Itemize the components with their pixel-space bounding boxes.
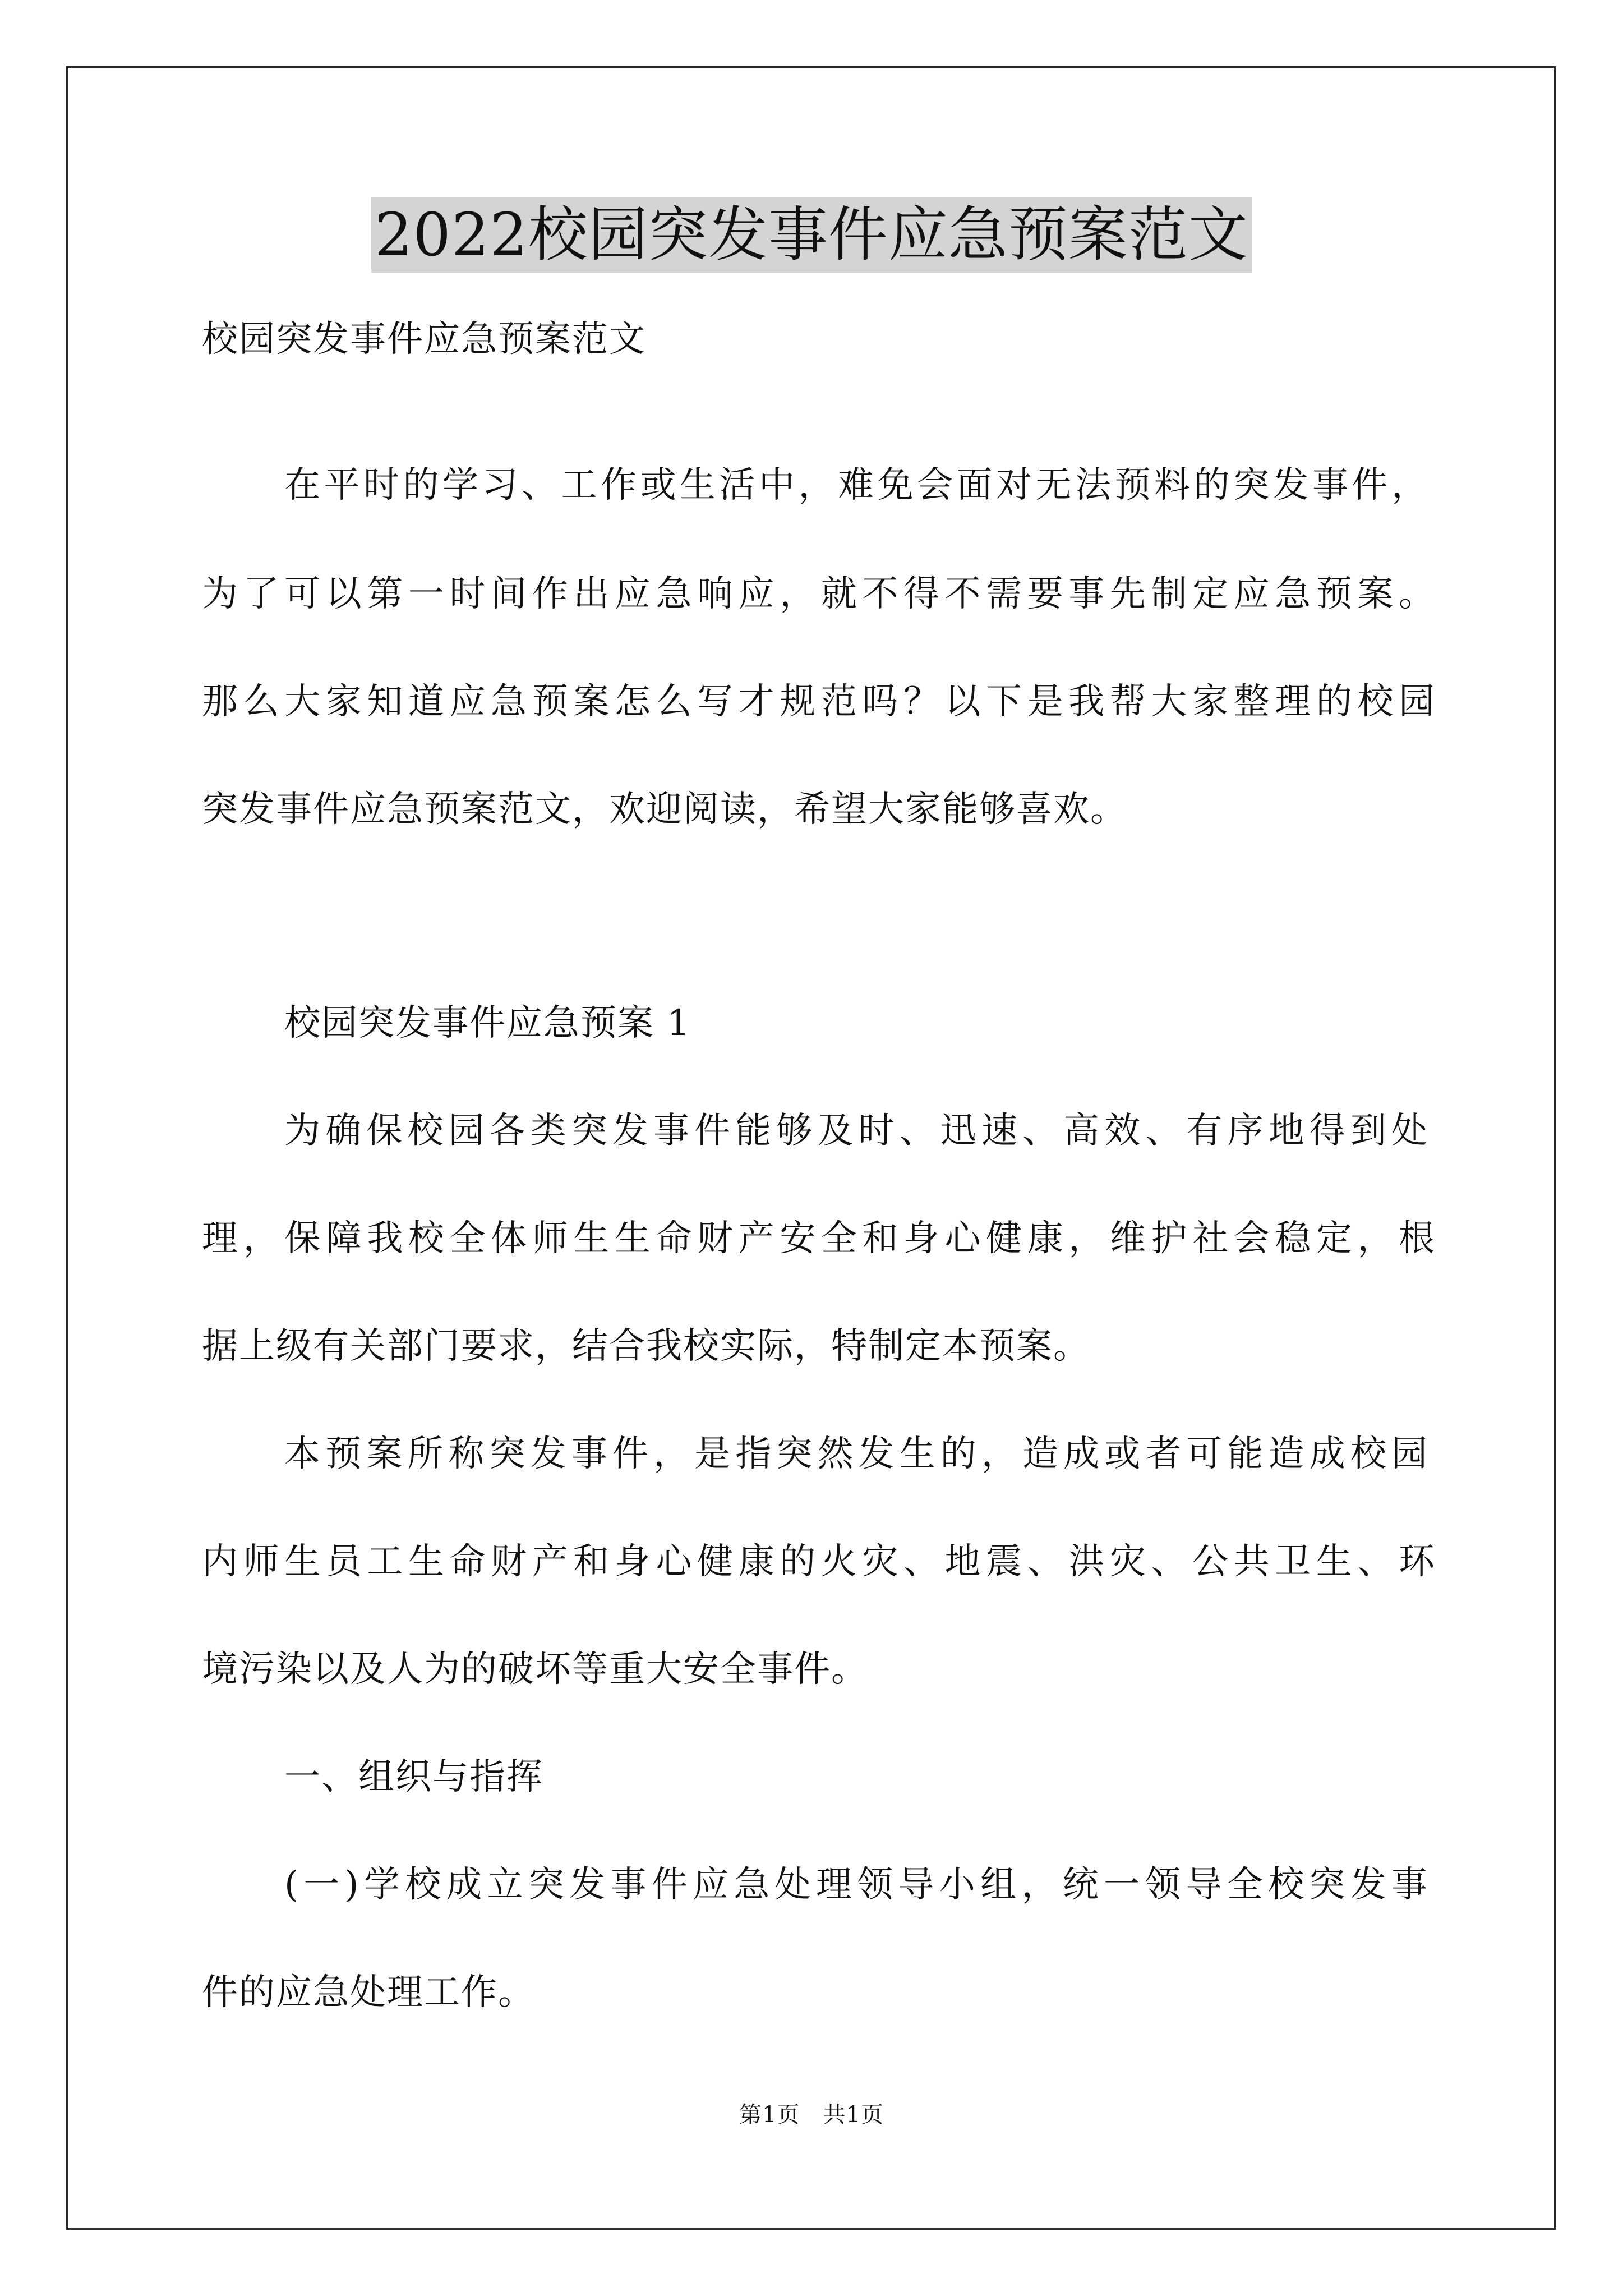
para1-line-3: 据上级有关部门要求，结合我校实际，特制定本预案。 — [202, 1326, 1090, 1367]
para3-line-1: (一)学校成立突发事件应急处理领导小组，统一领导全校突发事 — [284, 1864, 1428, 1906]
document-subtitle: 校园突发事件应急预案范文 — [202, 319, 646, 360]
intro-line-4: 突发事件应急预案范文，欢迎阅读，希望大家能够喜欢。 — [202, 789, 1127, 830]
heading-organization: 一、组织与指挥 — [284, 1756, 543, 1798]
para3-line-2: 件的应急处理工作。 — [202, 1972, 535, 2013]
page-footer: 第1页 共1页 — [739, 2102, 884, 2128]
title-container — [0, 197, 1623, 273]
para2-line-3: 境污染以及人为的破坏等重大安全事件。 — [202, 1649, 868, 1690]
intro-line-1: 在平时的学习、工作或生活中，难免会面对无法预料的突发事件， — [284, 464, 1428, 506]
para2-line-2: 内师生员工生命财产和身心健康的火灾、地震、洪灾、公共卫生、环 — [202, 1541, 1436, 1582]
intro-line-3: 那么大家知道应急预案怎么写才规范吗？以下是我帮大家整理的校园 — [202, 681, 1436, 723]
para1-line-2: 理，保障我校全体师生生命财产安全和身心健康，维护社会稳定，根 — [202, 1218, 1436, 1259]
document-title: 2022校园突发事件应急预案范文 — [371, 197, 1252, 273]
section-heading: 校园突发事件应急预案 1 — [284, 1002, 691, 1044]
intro-line-2: 为了可以第一时间作出应急响应，就不得不需要事先制定应急预案。 — [202, 573, 1436, 615]
para1-line-1: 为确保校园各类突发事件能够及时、迅速、高效、有序地得到处 — [284, 1110, 1428, 1152]
para2-line-1: 本预案所称突发事件，是指突然发生的，造成或者可能造成校园 — [284, 1433, 1428, 1475]
